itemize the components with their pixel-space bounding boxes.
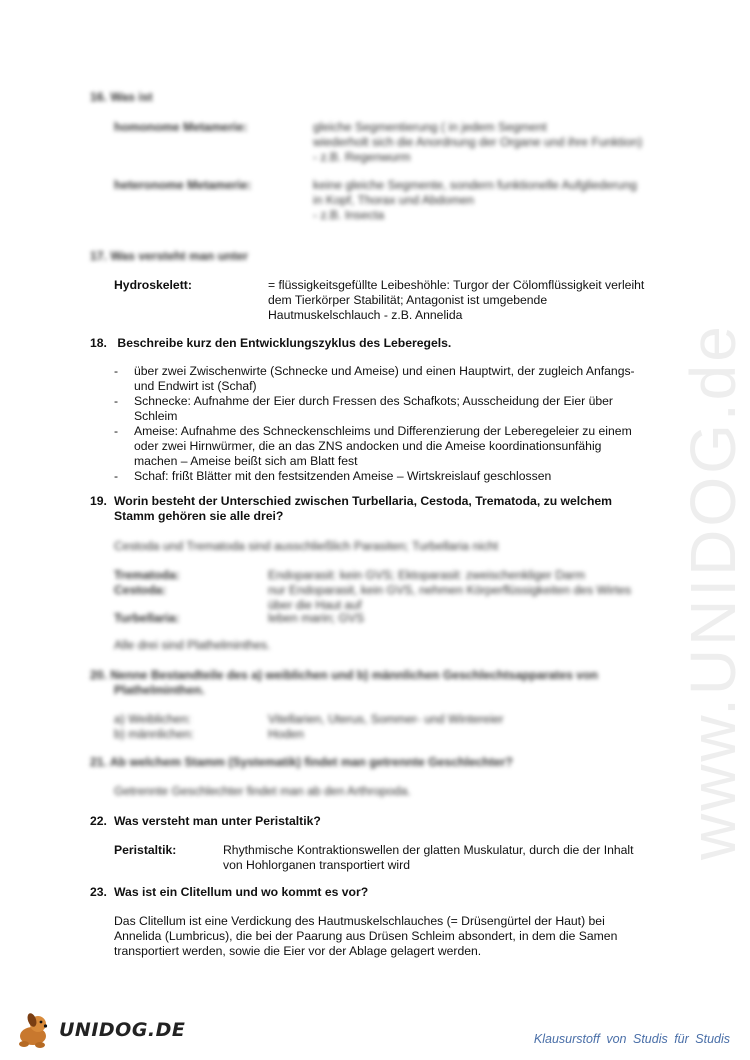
list-item: - Schaf: frißt Blätter mit den festsitzenden Ameise – Wirtskreislauf geschlossen (114, 469, 659, 484)
q16-def-1: gleiche Segmentierung ( in jedem Segment wiederholt sich die Anordnung der Organe und ihre Funktion) - z.B. Regenwurm (313, 120, 643, 164)
question-18-title: 18. Beschreibe kurz den Entwicklungszyklus des Leberegels. (90, 336, 452, 350)
question-20-title: 20. Nenne Bestandteile des a) weiblichen und b) männlichen Geschlechtsapparates von Plathelminthen. (90, 668, 598, 697)
question-19-title: 19. Worin besteht der Unterschied zwischen Turbellaria, Cestoda, Trematoda, zu welchem Stamm gehören sie alle drei? (90, 494, 613, 523)
list-item: - Ameise: Aufnahme des Schneckenschleims und Differenzierung der Leberegeleier zu einem oder zwei Hirnwürmer, die an das ZNS andocken und die Ameise koordinationsunfähig machen – Ameise beißt sich am Blatt fest (114, 424, 659, 469)
list-item: - Schnecke: Aufnahme der Eier durch Fressen des Schafkots; Ausscheidung der Eier über Schleim (114, 394, 659, 424)
q16-term-1: homonome Metamerie: (114, 120, 248, 134)
footer-tagline: Klausurstoff von Studis für Studis (533, 1032, 730, 1046)
question-17-title: 17. Was versteht man unter (90, 249, 249, 263)
q22-term: Peristaltik: (114, 843, 177, 857)
q19-def-3: leben marin; GVS (268, 611, 365, 625)
q18-bullet-list (114, 364, 659, 484)
watermark-text: www.UNIDOG.de (677, 323, 749, 860)
q20-item-b-value: Hoden (268, 727, 304, 741)
q20-item-b-label: b) männlichen: (114, 727, 194, 741)
q17-term: Hydroskelett: (114, 278, 192, 292)
q20-item-a-value: Vitellarien, Uterus, Sommer- und Wintereier (268, 712, 504, 726)
question-22-title: 22. Was versteht man unter Peristaltik? (90, 814, 321, 828)
unidog-logo[interactable] (14, 1010, 214, 1050)
q19-intro: Cestoda und Trematoda sind ausschließlich Parasiten; Turbellaria nicht (114, 539, 499, 553)
q19-def-1: Endoparasit: kein GVS; Ektoparasit: zweischenkliger Darm (268, 568, 586, 582)
q19-outro: Alle drei sind Plathelminthes. (114, 638, 271, 652)
q17-def: = flüssigkeitsgefüllte Leibeshöhle: Turgor der Cölomflüssigkeit verleiht dem Tierkörper Stabilität; Antagonist ist umgebende Hautmuskelschlauch - z.B. Annelida (268, 278, 645, 322)
q19-term-3: Turbellaria: (114, 611, 180, 625)
dog-mascot-icon (14, 1010, 54, 1050)
q19-term-1: Trematoda: (114, 568, 180, 582)
q20-item-a-label: a) Weiblichen: (114, 712, 191, 726)
q22-def: Rhythmische Kontraktionswellen der glatten Muskulatur, durch die der Inhalt von Hohlorganen transportiert wird (223, 843, 634, 872)
q16-term-2: heteronome Metamerie: (114, 178, 252, 192)
list-item: - über zwei Zwischenwirte (Schnecke und Ameise) und einen Hauptwirt, der zugleich Anfangs- und Endwirt ist (Schaf) (114, 364, 659, 394)
q19-def-2: nur Endoparasit, kein GVS, nehmen Körperflüssigkeiten des Wirtes über die Haut auf (268, 583, 632, 612)
question-16-title: 16. Was ist (90, 90, 153, 104)
logo-text: UNIDOG.DE (59, 1019, 186, 1041)
question-23-title: 23. Was ist ein Clitellum und wo kommt es vor? (90, 885, 369, 899)
question-21-title: 21. Ab welchem Stamm (Systematik) findet man getrennte Geschlechter? (90, 755, 513, 769)
q19-term-2: Cestoda: (114, 583, 167, 597)
q16-def-2: keine gleiche Segmente, sondern funktionelle Aufgliederung in Kopf, Thorax und Abdomen - z.B. Insecta (313, 178, 637, 222)
q23-answer: Das Clitellum ist eine Verdickung des Hautmuskelschlauches (= Drüsengürtel der Haut) bei Annelida (Lumbricus), die bei der Paarung aus Drüsen Schleim absondert, in dem die Samen transportiert werden, sowie die Eier vor der Ablage gelagert werden. (114, 914, 618, 958)
q21-answer: Getrennte Geschlechter findet man ab den Arthropoda. (114, 784, 411, 798)
